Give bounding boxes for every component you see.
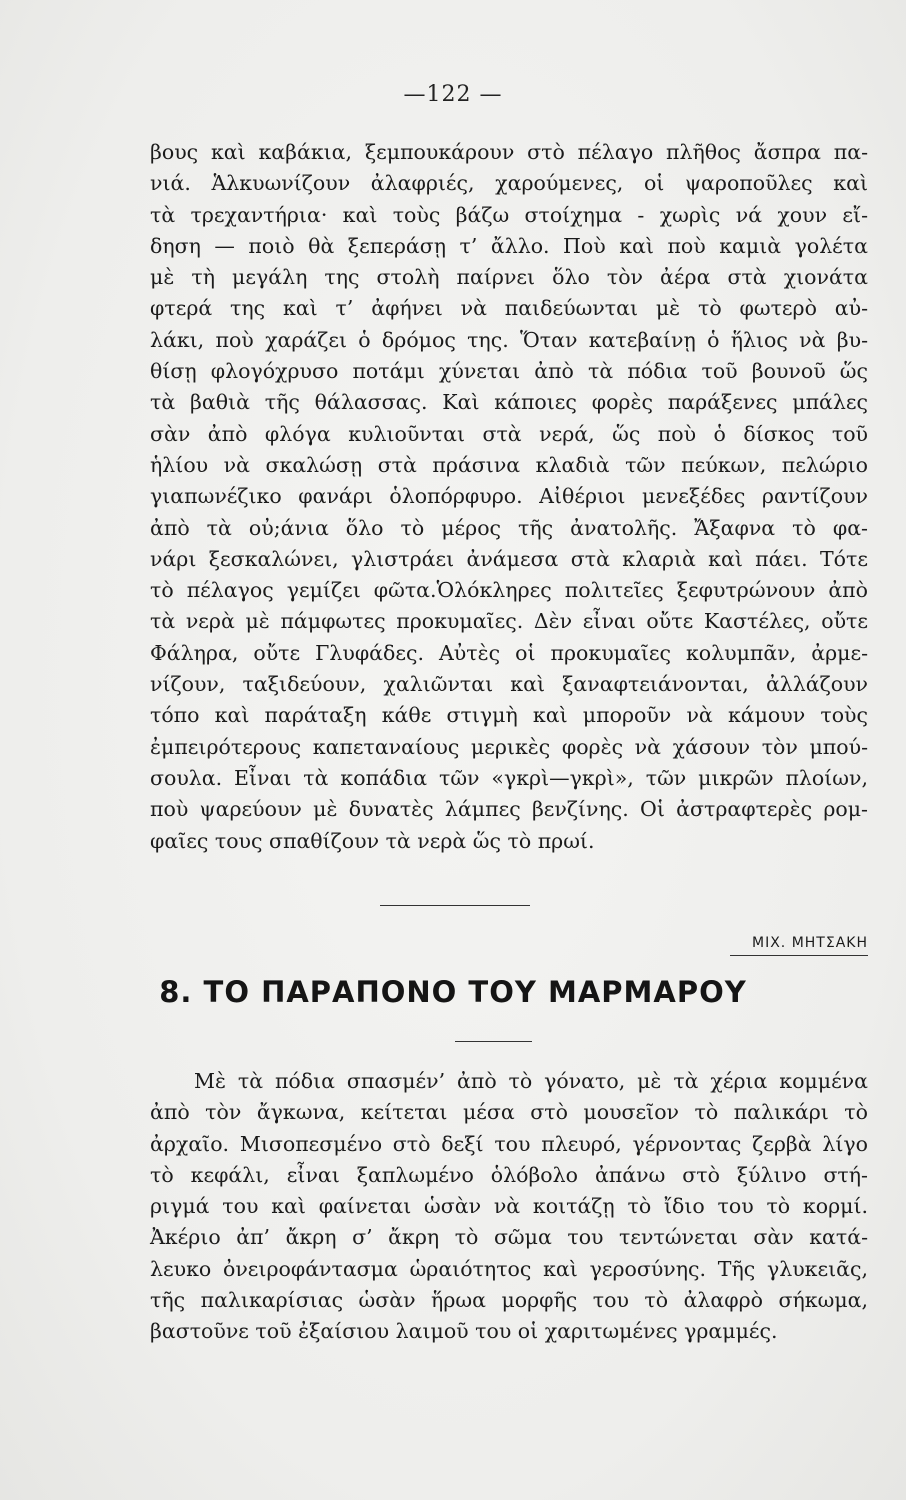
text-line: ἡλίου νὰ σκαλώσῃ στὰ πράσινα κλαδιὰ τῶν πεύκων, πελώριο: [150, 452, 868, 477]
text-line: ἀπὸ τὸν ἄγκωνα, κείτεται μέσα στὸ μουσεῖον τὸ παλικάρι τὸ: [150, 1100, 868, 1125]
text-line: μὲ τὴ μεγάλη της στολὴ παίρνει ὅλο τὸν ἀέρα στὰ χιονάτα: [150, 265, 868, 290]
text-line: ποὺ ψαρεύουν μὲ δυνατὲς λάμπες βενζίνης. Οἱ ἀστραφτερὲς ρομ-: [150, 797, 868, 822]
text-line: φτερά της καὶ τ’ ἀφήνει νὰ παιδεύωνται μὲ τὸ φωτερὸ αὐ-: [150, 296, 868, 321]
text-line: βαστοῦνε τοῦ ἐξαίσιου λαιμοῦ του οἱ χαριτωμένες γραμμές.: [150, 1319, 778, 1344]
text-line: γιαπωνέζικο φανάρι ὁλοπόρφυρο. Αἰθέριοι μενεξέδες ραντίζουν: [150, 484, 868, 509]
text-line: θίσῃ φλογόχρυσο ποτάμι χύνεται ἀπὸ τὰ πόδια τοῦ βουνοῦ ὥς: [150, 359, 868, 384]
text-line: τὸ κεφάλι, εἶναι ξαπλωμένο ὁλόβολο ἀπάνω στὸ ξύλινο στή-: [150, 1162, 868, 1187]
text-line: λάκι, ποὺ χαράζει ὁ δρόμος της. Ὅταν κατεβαίνῃ ὁ ἥλιος νὰ βυ-: [150, 327, 868, 352]
text-line: λευκο ὀνειροφάντασμα ὡραιότητος καὶ γεροσύνης. Τῆς γλυκειᾶς,: [150, 1256, 868, 1281]
section-divider: [380, 905, 530, 906]
text-line: σὰν ἀπὸ φλόγα κυλιοῦνται στὰ νερά, ὥς ποὺ ὁ δίσκος τοῦ: [150, 421, 868, 446]
text-line: σουλα. Εἶναι τὰ κοπάδια τῶν «γκρὶ—γκρὶ», τῶν μικρῶν πλοίων,: [150, 765, 868, 790]
text-line: φαῖες τους σπαθίζουν τὰ νερὰ ὥς τὸ πρωί.: [150, 828, 595, 853]
page-number: —122 —: [403, 82, 503, 107]
text-line: Φάληρα, οὔτε Γλυφάδες. Αὐτὲς οἱ προκυμαῖες κολυμπᾶν, ἀρμε-: [150, 640, 868, 665]
text-line: βους καὶ καβάκια, ξεμπουκάρουν στὸ πέλαγο πλῆθος ἄσπρα πα-: [150, 140, 868, 164]
text-line: νίζουν, ταξιδεύουν, χαλιῶνται καὶ ξαναφτειάνονται, ἀλλάζουν: [150, 672, 868, 697]
text-line: τὰ τρεχαντήρια· καὶ τοὺς βάζω στοίχημα - χωρὶς νά χουν εἴ-: [150, 202, 868, 227]
text-line: ἀπὸ τὰ οὐ;άνια ὅλο τὸ μέρος τῆς ἀνατολῆς. Ἄξαφνα τὸ φα-: [150, 515, 868, 540]
text-line: δηση — ποιὸ θὰ ξεπεράσῃ τ’ ἄλλο. Ποὺ καὶ ποὺ καμιὰ γολέτα: [150, 233, 868, 258]
text-line: τὰ νερὰ μὲ πάμφωτες προκυμαῖες. Δὲν εἶναι οὔτε Καστέλες, οὔτε: [150, 609, 868, 634]
heading-underline: [455, 1041, 532, 1042]
text-line: ἐμπειρότερους καπεταναίους μερικὲς φορὲς νὰ χάσουν τὸν μπού-: [150, 734, 868, 759]
text-line: τῆς παλικαρίσιας ὡσὰν ἥρωα μορφῆς του τὸ ἀλαφρὸ σήκωμα,: [150, 1288, 868, 1313]
text-line: Ἀκέριο ἀπ’ ἄκρη σ’ ἄκρη τὸ σῶμα του τεντώνεται σὰν κατά-: [150, 1225, 868, 1250]
text-line: Μὲ τὰ πόδια σπασμέν’ ἀπὸ τὸ γόνατο, μὲ τὰ χέρια κομμένα: [194, 1069, 868, 1093]
text-line: ἀρχαῖο. Μισοπεσμένο στὸ δεξί του πλευρό, γέρνοντας ζερβὰ λίγο: [150, 1131, 868, 1156]
text-line: τὰ βαθιὰ τῆς θάλασσας. Καὶ κάποιες φορὲς παράξενες μπάλες: [150, 390, 868, 415]
body-paragraph-1: [150, 137, 868, 857]
author-signature: ΜΙΧ. ΜΗΤΣΑΚΗ: [730, 935, 868, 956]
section-heading: 8. ΤΟ ΠΑΡΑΠΟΝΟ ΤΟΥ ΜΑΡΜΑΡΟΥ: [159, 975, 747, 1009]
text-line: νιά. Ἁλκυωνίζουν ἀλαφριές, χαρούμενες, οἱ ψαροποῦλες καὶ: [150, 171, 868, 196]
text-line: τόπο καὶ παράταξη κάθε στιγμὴ καὶ μποροῦν νὰ κάμουν τοὺς: [150, 703, 868, 728]
body-paragraph-2: [150, 1066, 868, 1348]
text-line: τὸ πέλαγος γεμίζει φῶτα.Ὁλόκληρες πολιτεῖες ξεφυτρώνουν ἀπὸ: [150, 578, 868, 603]
text-line: ριγμά του καὶ φαίνεται ὡσὰν νὰ κοιτάζῃ τὸ ἴδιο του τὸ κορμί.: [150, 1194, 868, 1219]
text-line: νάρι ξεσκαλώνει, γλιστράει ἀνάμεσα στὰ κλαριὰ καὶ πάει. Τότε: [150, 546, 868, 571]
